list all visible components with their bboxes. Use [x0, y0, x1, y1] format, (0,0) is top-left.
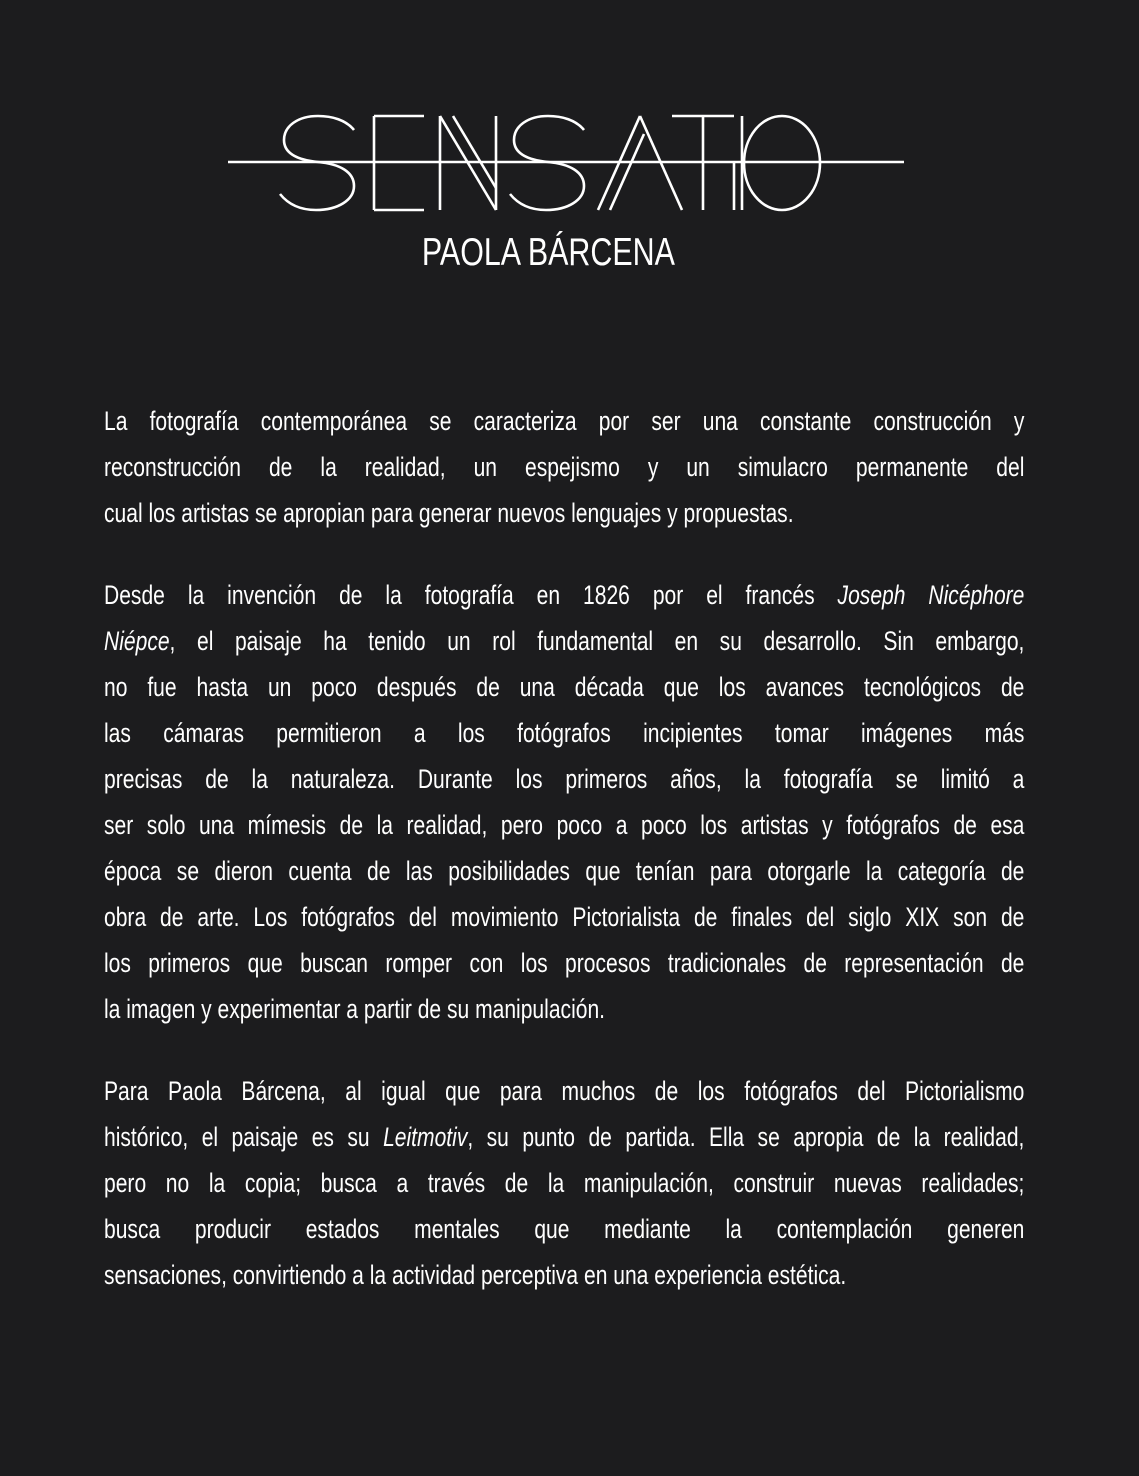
text-line: obra de arte. Los fotógrafos del movimiento Pictorialista de finales del siglo XIX son de [104, 902, 1025, 932]
paragraph-1 [104, 398, 1026, 536]
text-line [104, 1114, 1024, 1160]
text-line: sensaciones, convirtiendo a la actividad perceptiva en una experiencia estética. [104, 1260, 847, 1290]
text-line: las cámaras permitieron a los fotógrafos incipientes tomar imágenes más [104, 718, 1025, 748]
text-line [104, 618, 1024, 664]
italic-name: Niépce [104, 626, 170, 656]
sensatio-logo [228, 108, 904, 220]
text-line: Para Paola Bárcena, al igual que para muchos de los fotógrafos del Pictorialismo [104, 1076, 1025, 1106]
text-line: no fue hasta un poco después de una década que los avances tecnológicos de [104, 672, 1025, 702]
text-line: busca producir estados mentales que mediante la contemplación generen [104, 1214, 1025, 1244]
paragraph-3 [104, 1068, 1026, 1298]
text-segment: Desde la invención de la fotografía en 1826 por el francés [104, 580, 815, 610]
essay-body [104, 398, 1026, 1334]
text-line: la imagen y experimentar a partir de su manipulación. [104, 994, 606, 1024]
text-line: los primeros que buscan romper con los procesos tradicionales de representación de [104, 948, 1025, 978]
text-line: reconstrucción de la realidad, un espejismo y un simulacro permanente del [104, 452, 1025, 482]
text-line [104, 572, 1024, 618]
text-segment: , el paisaje ha tenido un rol fundamental en su desarrollo. Sin embargo, [169, 626, 1025, 656]
text-segment: histórico, el paisaje es su [104, 1122, 370, 1152]
artist-name: PAOLA BÁRCENA [421, 231, 675, 274]
text-line: época se dieron cuenta de las posibilidades que tenían para otorgarle la categoría de [104, 856, 1025, 886]
sensatio-logo-graphic [228, 108, 904, 220]
text-line: ser solo una mímesis de la realidad, pero poco a poco los artistas y fotógrafos de esa [104, 810, 1025, 840]
text-segment: , su punto de partida. Ella se apropia de la realidad, [467, 1122, 1025, 1152]
text-line: La fotografía contemporánea se caracteriza por ser una constante construcción y [104, 406, 1025, 436]
italic-term: Leitmotiv [383, 1122, 468, 1152]
text-line: precisas de la naturaleza. Durante los primeros años, la fotografía se limitó a [104, 764, 1025, 794]
text-line: cual los artistas se apropian para generar nuevos lenguajes y propuestas. [104, 498, 794, 528]
paragraph-2 [104, 572, 1026, 1032]
italic-name: Joseph Nicéphore [837, 580, 1025, 610]
text-line: pero no la copia; busca a través de la manipulación, construir nuevas realidades; [104, 1168, 1025, 1198]
